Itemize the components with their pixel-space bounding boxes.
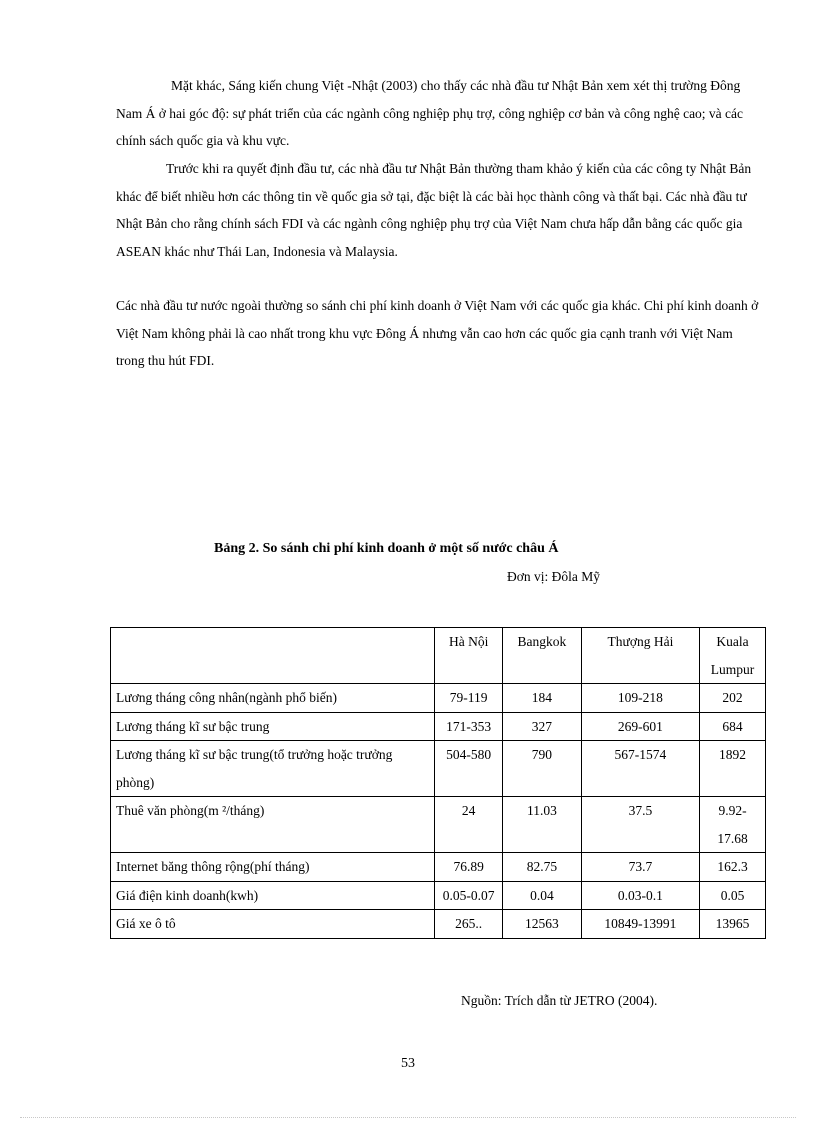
cell-bangkok: 184 xyxy=(503,684,582,713)
cell-ha-noi: 504-580 xyxy=(435,741,503,797)
cell-bangkok: 12563 xyxy=(503,910,582,939)
cell-thuong-hai: 73.7 xyxy=(581,853,699,882)
cell-ha-noi: 24 xyxy=(435,797,503,853)
page-number: 53 xyxy=(401,1056,415,1071)
table-source: Nguồn: Trích dẫn từ JETRO (2004). xyxy=(461,993,658,1008)
header-kuala-lumpur: Kuala Lumpur xyxy=(700,628,766,684)
cell-bangkok: 82.75 xyxy=(503,853,582,882)
cell-kuala-lumpur: 1892 xyxy=(700,741,766,797)
header-bangkok: Bangkok xyxy=(503,628,582,684)
row-label: Giá xe ô tô xyxy=(111,910,435,939)
row-label: Internet băng thông rộng(phí tháng) xyxy=(111,853,435,882)
cell-thuong-hai: 37.5 xyxy=(581,797,699,853)
cell-ha-noi: 171-353 xyxy=(435,712,503,741)
cell-ha-noi: 76.89 xyxy=(435,853,503,882)
footer-divider xyxy=(20,1117,796,1118)
cell-ha-noi: 79-119 xyxy=(435,684,503,713)
cell-kuala-lumpur: 9.92-17.68 xyxy=(700,797,766,853)
paragraph-sang-kien-chung: Mặt khác, Sáng kiến chung Việt -Nhật (2003) cho thấy các nhà đầu tư Nhật Bản xem xét thị trường Đông Nam Á ở hai góc độ: sự phát triển của các ngành công nghiệp phụ trợ, công nghiệp cơ bản và công nghệ cao; và các chính sách quốc gia và khu vực. xyxy=(116,78,744,148)
cell-thuong-hai: 567-1574 xyxy=(581,741,699,797)
row-label: Giá điện kinh doanh(kwh) xyxy=(111,881,435,910)
table-title: Bảng 2. So sánh chi phí kinh doanh ở một số nước châu Á xyxy=(214,541,559,556)
cell-thuong-hai: 109-218 xyxy=(581,684,699,713)
table-row xyxy=(111,741,766,797)
cell-kuala-lumpur: 0.05 xyxy=(700,881,766,910)
row-label: Lương tháng kĩ sư bậc trung xyxy=(111,712,435,741)
cell-thuong-hai: 0.03-0.1 xyxy=(581,881,699,910)
cost-comparison-table xyxy=(110,627,766,939)
header-ha-noi: Hà Nội xyxy=(435,628,503,684)
cell-thuong-hai: 269-601 xyxy=(581,712,699,741)
cell-bangkok: 11.03 xyxy=(503,797,582,853)
cell-kuala-lumpur: 684 xyxy=(700,712,766,741)
row-label: Lương tháng công nhân(ngành phổ biến) xyxy=(111,684,435,713)
table-header-row xyxy=(111,628,766,684)
table-row xyxy=(111,910,766,939)
cell-thuong-hai: 10849-13991 xyxy=(581,910,699,939)
cell-kuala-lumpur: 202 xyxy=(700,684,766,713)
header-item xyxy=(111,628,435,684)
row-label: Thuê văn phòng(m ²/tháng) xyxy=(111,797,435,853)
cell-bangkok: 0.04 xyxy=(503,881,582,910)
table-row xyxy=(111,797,766,853)
table-row xyxy=(111,881,766,910)
table-row xyxy=(111,684,766,713)
table-row xyxy=(111,712,766,741)
table-row xyxy=(111,853,766,882)
cell-bangkok: 790 xyxy=(503,741,582,797)
paragraph-nha-dau-tu-nhat-ban: Trước khi ra quyết định đầu tư, các nhà đầu tư Nhật Bản thường tham khảo ý kiến của các công ty Nhật Bản khác để biết nhiều hơn các thông tin về quốc gia sở tại, đặc biệt là các bài học thành công và thất bại. Các nhà đầu tư Nhật Bản cho rằng chính sách FDI và các ngành công nghiệp phụ trợ của Việt Nam chưa hấp dẫn bằng các quốc gia ASEAN khác như Thái Lan, Indonesia và Malaysia. xyxy=(116,161,752,259)
cell-kuala-lumpur: 162.3 xyxy=(700,853,766,882)
paragraph-chi-phi-kinh-doanh: Các nhà đầu tư nước ngoài thường so sánh chi phí kinh doanh ở Việt Nam với các quốc gia khác. Chi phí kinh doanh ở Việt Nam không phải là cao nhất trong khu vực Đông Á nhưng vẫn cao hơn các quốc gia cạnh tranh với Việt Nam trong thu hút FDI. xyxy=(116,298,759,368)
row-label: Lương tháng kĩ sư bậc trung(tổ trưởng hoặc trưởng phòng) xyxy=(111,741,435,797)
cell-bangkok: 327 xyxy=(503,712,582,741)
table-unit: Đơn vị: Đôla Mỹ xyxy=(507,569,601,584)
cell-ha-noi: 0.05-0.07 xyxy=(435,881,503,910)
header-thuong-hai: Thượng Hải xyxy=(581,628,699,684)
cell-ha-noi: 265.. xyxy=(435,910,503,939)
cell-kuala-lumpur: 13965 xyxy=(700,910,766,939)
